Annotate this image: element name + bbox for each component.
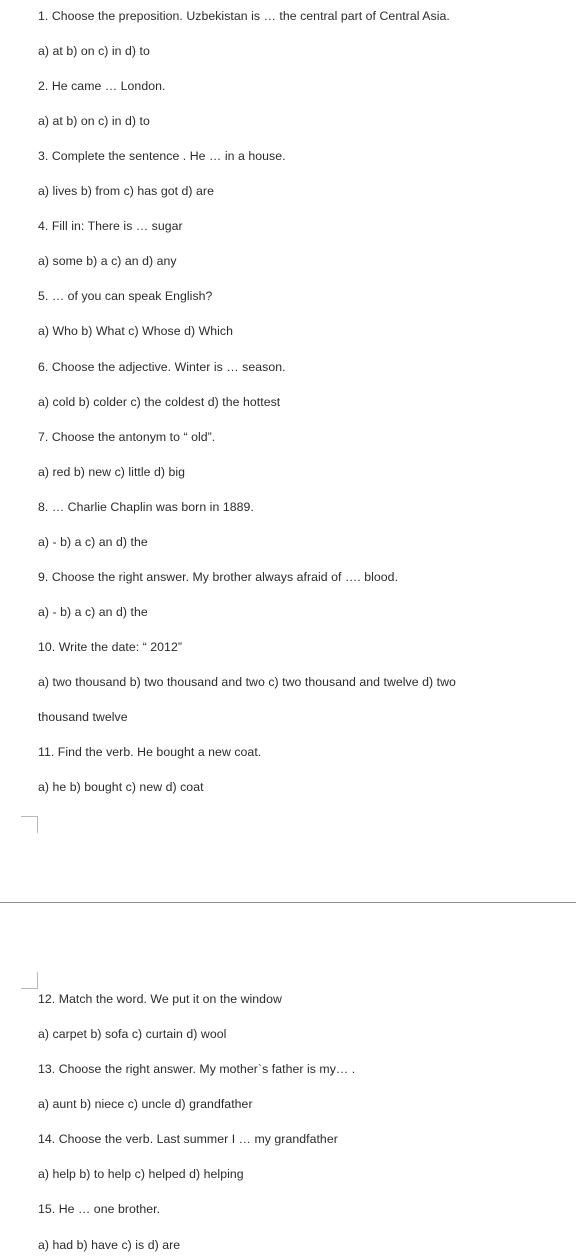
question-5: 5. … of you can speak English? <box>38 289 213 303</box>
question-8: 8. … Charlie Chaplin was born in 1889. <box>38 500 254 514</box>
page-break-divider <box>0 902 576 903</box>
page-margin-corner-mark <box>21 972 38 989</box>
question-12: 12. Match the word. We put it on the window <box>38 992 282 1006</box>
question-9: 9. Choose the right answer. My brother always afraid of …. blood. <box>38 570 399 584</box>
question-2: 2. He came … London. <box>38 79 166 93</box>
question-15: 15. He … one brother. <box>38 1202 161 1216</box>
question-10: 10. Write the date: “ 2012” <box>38 640 182 654</box>
question-4: 4. Fill in: There is … sugar <box>38 219 183 233</box>
question-6-options: a) cold b) colder c) the coldest d) the hottest <box>38 395 281 409</box>
question-4-options: a) some b) a c) an d) any <box>38 254 177 268</box>
question-15-options: a) had b) have c) is d) are <box>38 1238 181 1252</box>
page-margin-corner-mark <box>21 816 38 833</box>
question-5-options: a) Who b) What c) Whose d) Which <box>38 324 233 338</box>
question-10-options-continued: thousand twelve <box>38 710 128 724</box>
question-14: 14. Choose the verb. Last summer I … my grandfather <box>38 1132 338 1146</box>
question-13: 13. Choose the right answer. My mother`s father is my… . <box>38 1062 356 1076</box>
question-7-options: a) red b) new c) little d) big <box>38 465 186 479</box>
question-1-options: a) at b) on c) in d) to <box>38 44 150 58</box>
question-11-options: a) he b) bought c) new d) coat <box>38 780 204 794</box>
question-14-options: a) help b) to help c) helped d) helping <box>38 1167 244 1181</box>
question-11: 11. Find the verb. He bought a new coat. <box>38 745 262 759</box>
question-13-options: a) aunt b) niece c) uncle d) grandfather <box>38 1097 253 1111</box>
question-9-options: a) - b) a c) an d) the <box>38 605 148 619</box>
question-1: 1. Choose the preposition. Uzbekistan is … the central part of Central Asia. <box>38 9 450 23</box>
question-3: 3. Complete the sentence . He … in a house. <box>38 149 286 163</box>
question-12-options: a) carpet b) sofa c) curtain d) wool <box>38 1027 227 1041</box>
question-3-options: a) lives b) from c) has got d) are <box>38 184 214 198</box>
question-8-options: a) - b) a c) an d) the <box>38 535 148 549</box>
question-6: 6. Choose the adjective. Winter is … season. <box>38 360 286 374</box>
question-10-options: a) two thousand b) two thousand and two c) two thousand and twelve d) two <box>38 675 456 689</box>
question-2-options: a) at b) on c) in d) to <box>38 114 150 128</box>
question-7: 7. Choose the antonym to “ old”. <box>38 430 216 444</box>
